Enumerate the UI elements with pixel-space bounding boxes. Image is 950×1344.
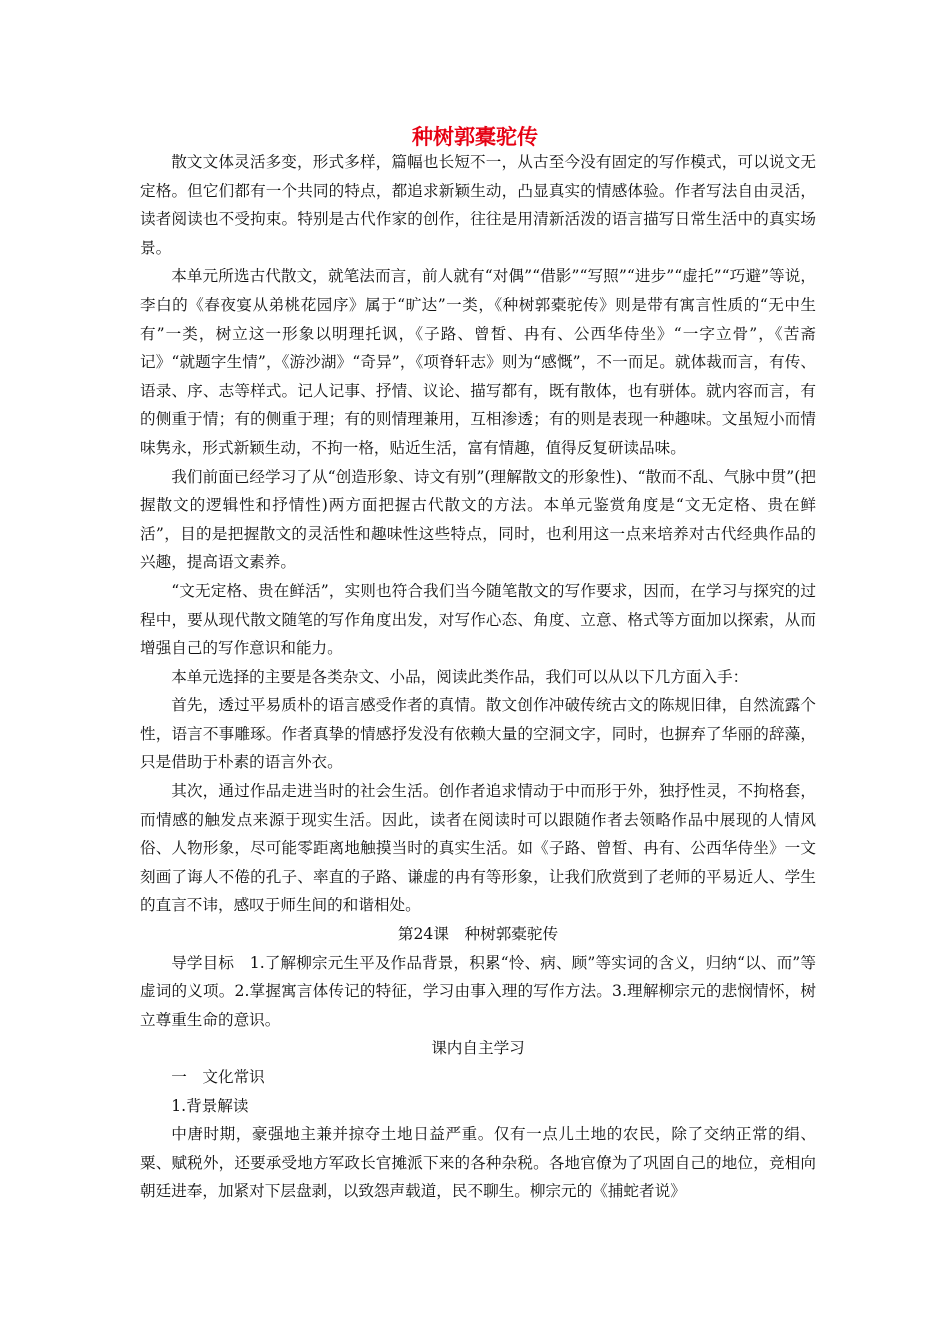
intro-paragraph-1: 散文文体灵活多变，形式多样，篇幅也长短不一，从古至今没有固定的写作模式，可以说文无定格。但它们都有一个共同的特点，都追求新颖生动，凸显真实的情感体验。作者写法自由灵活，读者阅读也不受拘束。特别是古代作家的创作，往往是用清新活泼的语言描写日常生活中的真实场景。 <box>140 153 816 257</box>
learning-goals: 导学目标 1.了解柳宗元生平及作品背景，积累“怜、病、顾”等实词的含义，归纳“以、而”等虚词的义项。2.掌握寓言体传记的特征，学习由事入理的写作方法。3.理解柳宗元的悲悯情怀，树立尊重生命的意识。 <box>140 953 816 1029</box>
subsection-heading: 一 文化常识 <box>171 1068 265 1086</box>
item-heading: 1.背景解读 <box>171 1096 249 1115</box>
lesson-heading: 第24课 种树郭橐驼传 <box>397 925 559 944</box>
background-paragraph: 中唐时期，豪强地主兼并掠夺土地日益严重。仅有一点儿土地的农民，除了交纳正常的绢、粟、赋税外，还要承受地方军政长官摊派下来的各种杂税。各地官僚为了巩固自己的地位，竞相向朝廷进奉，加紧对下层盘剥，以致怨声载道，民不聊生。柳宗元的《捕蛇者说》 <box>140 1125 816 1201</box>
intro-paragraph-2: 本单元所选古代散文，就笔法而言，前人就有“对偶”“借影”“写照”“进步”“虚托”“巧避”等说，李白的《春夜宴从弟桃花园序》属于“旷达”一类，《种树郭橐驼传》则是带有寓言性质的“无中生有”一类，树立这一形象以明理托讽，《子路、曾皙、冉有、公西华侍坐》“一字立骨”，《苦斋记》“就题字生情”，《游沙湖》“奇异”，《项脊轩志》则为“感慨”，不一而足。就体裁而言，有传、语录、序、志等样式。记人记事、抒情、议论、描写都有，既有散体，也有骈体。就内容而言，有的侧重于情；有的侧重于理；有的则情理兼用，互相渗透；有的则是表现一种趣味。文虽短小而情味隽永，形式新颖生动，不拘一格，贴近生活，富有情趣，值得反复研读品味。 <box>140 267 816 457</box>
intro-paragraph-7: 其次，通过作品走进当时的社会生活。创作者追求情动于中而形于外，独抒性灵，不拘格套，而情感的触发点来源于现实生活。因此，读者在阅读时可以跟随作者去领略作品中展现的人情风俗、人物形象，尽可能零距离地触摸当时的真实生活。如《子路、曾皙、冉有、公西华侍坐》一文刻画了诲人不倦的孔子、率直的子路、谦虚的冉有等形象，让我们欣赏到了老师的平易近人、学生的直言不讳，感叹于师生间的和谐相处。 <box>140 782 816 915</box>
document-title: 种树郭橐驼传 <box>412 125 538 149</box>
document-body <box>140 148 816 1206</box>
intro-paragraph-3: 我们前面已经学习了从“创造形象、诗文有别”(理解散文的形象性)、“散而不乱、气脉中贯”(把握散文的逻辑性和抒情性)两方面把握古代散文的方法。本单元鉴赏角度是“文无定格、贵在鲜活”，目的是把握散文的灵活性和趣味性这些特点，同时，也利用这一点来培养对古代经典作品的兴趣，提高语文素养。 <box>140 467 816 572</box>
intro-paragraph-5: 本单元选择的主要是各类杂文、小品，阅读此类作品，我们可以从以下几方面入手： <box>171 667 749 686</box>
intro-paragraph-4: “文无定格、贵在鲜活”，实则也符合我们当今随笔散文的写作要求，因而，在学习与探究的过程中，要从现代散文随笔的写作角度出发，对写作心态、角度、立意、格式等方面加以探索，从而增强自己的写作意识和能力。 <box>140 581 816 658</box>
section-heading: 课内自主学习 <box>431 1039 525 1058</box>
intro-paragraph-6: 首先，透过平易质朴的语言感受作者的真情。散文创作冲破传统古文的陈规旧律，自然流露个性，语言不事雕琢。作者真挚的情感抒发没有依赖大量的空洞文字，同时，也摒弃了华丽的辞藻，只是借助于朴素的语言外衣。 <box>140 696 816 772</box>
